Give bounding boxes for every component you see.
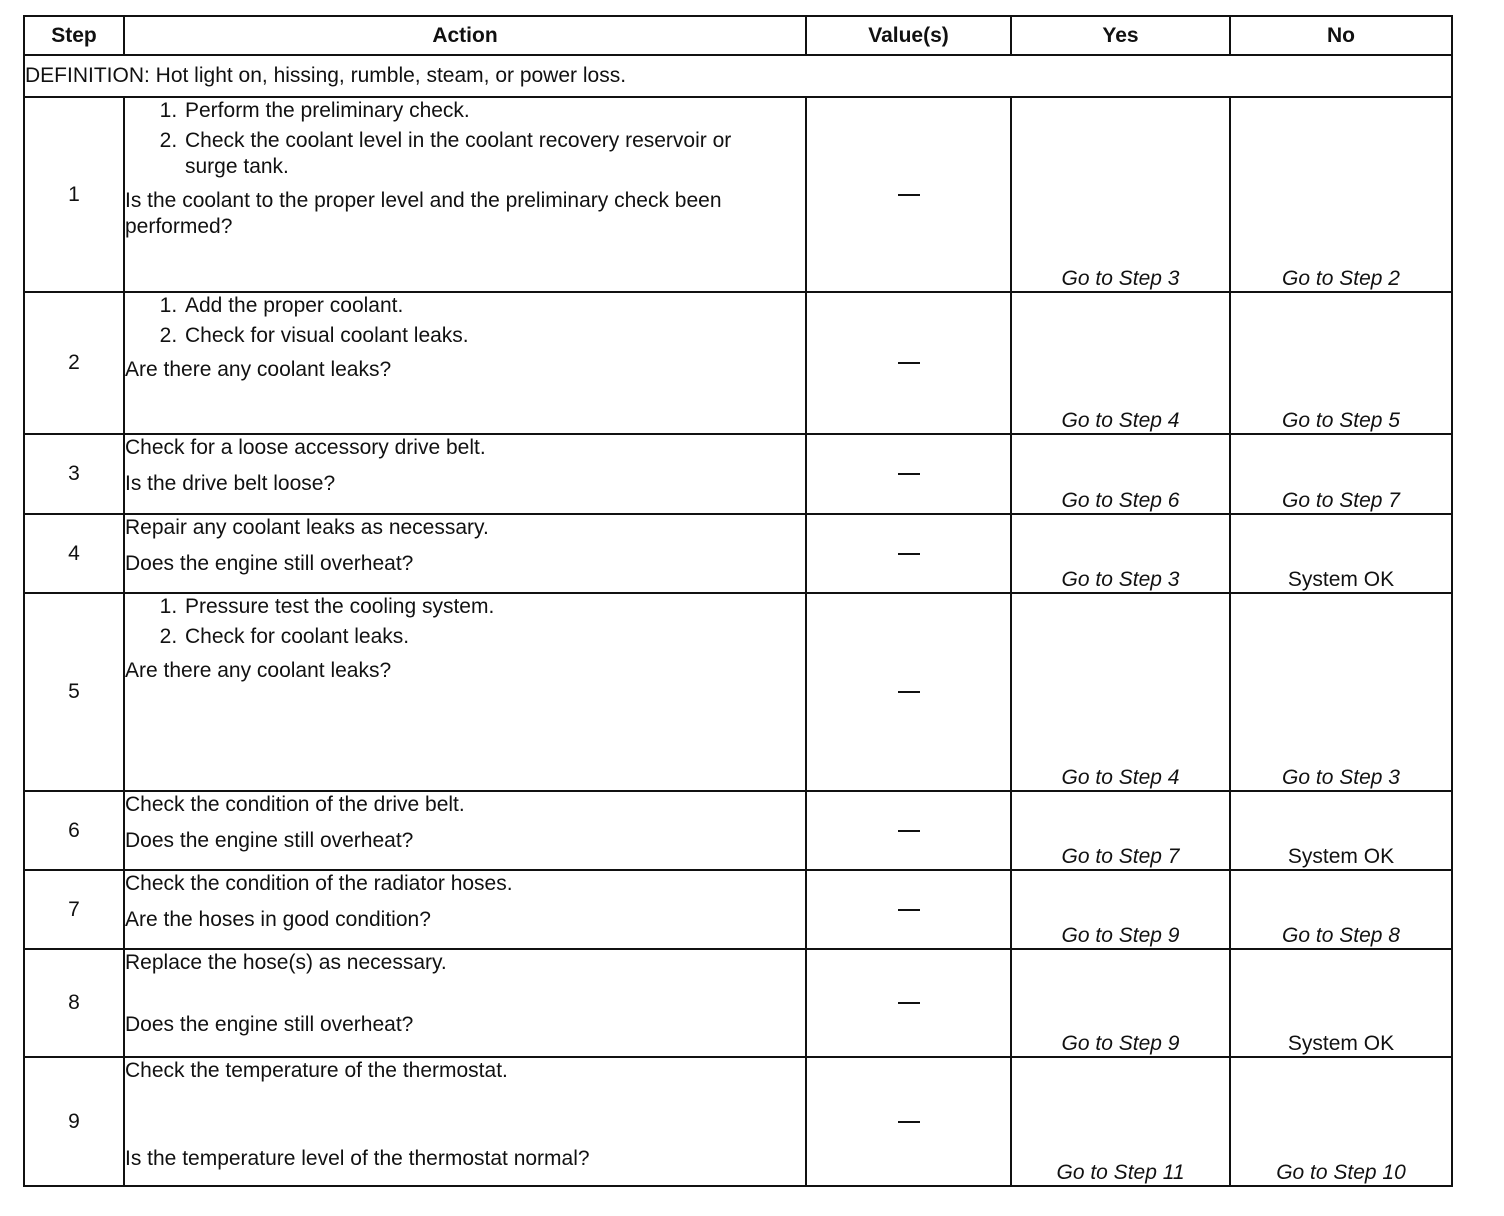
definition-row [24,55,1452,97]
step-number: 1 [24,97,124,292]
action-instruction: Check for a loose accessory drive belt. [125,436,486,459]
dash-mark [898,830,920,832]
action-instruction: Replace the hose(s) as necessary. [125,951,447,974]
table-row [24,434,1452,514]
action-cell [124,292,806,434]
action-instruction: Check the temperature of the thermostat. [125,1059,508,1082]
action-list [125,594,805,650]
header-step: Step [24,16,124,55]
step-number: 3 [24,434,124,514]
action-item: 2. Check the coolant level in the coolant recovery reservoir or surge tank. [183,128,805,180]
action-instruction: Repair any coolant leaks as necessary. [125,516,489,539]
action-question: Does the engine still overheat? [125,1013,414,1036]
table-row [24,593,1452,791]
action-list [125,293,805,349]
step-number: 5 [24,593,124,791]
dash-mark [898,194,920,196]
action-cell [124,97,806,292]
no-result: Go to Step 3 [1230,593,1452,791]
table-row [24,949,1452,1057]
yes-result: Go to Step 3 [1011,97,1230,292]
yes-result: Go to Step 6 [1011,434,1230,514]
table-row [24,292,1452,434]
action-cell [124,434,806,514]
dash-mark [898,909,920,911]
action-instruction: Check the condition of the drive belt. [125,793,465,816]
action-item: 2. Check for coolant leaks. [183,624,805,650]
action-cell [124,1057,806,1186]
value-cell [806,97,1011,292]
header-row [24,16,1452,55]
dash-mark [898,1002,920,1004]
value-cell [806,870,1011,949]
no-result: Go to Step 10 [1230,1057,1452,1186]
yes-result: Go to Step 9 [1011,870,1230,949]
definition-text: DEFINITION: Hot light on, hissing, rumble, steam, or power loss. [24,55,1452,97]
no-result: Go to Step 5 [1230,292,1452,434]
step-number: 6 [24,791,124,870]
action-question: Is the drive belt loose? [125,472,336,495]
yes-result: Go to Step 7 [1011,791,1230,870]
step-number: 7 [24,870,124,949]
action-question: Are there any coolant leaks? [125,659,392,682]
no-result: Go to Step 8 [1230,870,1452,949]
step-number: 9 [24,1057,124,1186]
no-result: System OK [1230,949,1452,1057]
no-result: Go to Step 7 [1230,434,1452,514]
no-result: System OK [1230,791,1452,870]
action-list [125,98,805,180]
action-cell [124,593,806,791]
dash-mark [898,553,920,555]
dash-mark [898,691,920,693]
action-cell [124,870,806,949]
diagnostic-table [23,15,1453,1187]
header-action: Action [124,16,806,55]
no-result: Go to Step 2 [1230,97,1452,292]
action-cell [124,949,806,1057]
table-row [24,97,1452,292]
header-values: Value(s) [806,16,1011,55]
no-result: System OK [1230,514,1452,593]
action-question: Does the engine still overheat? [125,829,414,852]
action-question: Does the engine still overheat? [125,552,414,575]
action-item: 1. Add the proper coolant. [183,293,805,319]
action-item: 2. Check for visual coolant leaks. [183,323,805,349]
yes-result: Go to Step 11 [1011,1057,1230,1186]
action-question: Are there any coolant leaks? [125,358,392,381]
action-question: Is the coolant to the proper level and the preliminary check been performed? [125,189,722,238]
table-row [24,1057,1452,1186]
value-cell [806,593,1011,791]
action-instruction: Check the condition of the radiator hoses. [125,872,513,895]
yes-result: Go to Step 3 [1011,514,1230,593]
value-cell [806,292,1011,434]
dash-mark [898,1121,920,1123]
yes-result: Go to Step 4 [1011,593,1230,791]
step-number: 4 [24,514,124,593]
value-cell [806,949,1011,1057]
dash-mark [898,362,920,364]
action-cell [124,791,806,870]
value-cell [806,514,1011,593]
table-row [24,870,1452,949]
yes-result: Go to Step 4 [1011,292,1230,434]
yes-result: Go to Step 9 [1011,949,1230,1057]
dash-mark [898,473,920,475]
action-item: 1. Perform the preliminary check. [183,98,805,124]
value-cell [806,1057,1011,1186]
step-number: 2 [24,292,124,434]
value-cell [806,791,1011,870]
value-cell [806,434,1011,514]
table-row [24,791,1452,870]
action-cell [124,514,806,593]
header-no: No [1230,16,1452,55]
action-item: 1. Pressure test the cooling system. [183,594,805,620]
action-question: Is the temperature level of the thermostat normal? [125,1147,590,1170]
table-row [24,514,1452,593]
header-yes: Yes [1011,16,1230,55]
action-question: Are the hoses in good condition? [125,908,431,931]
step-number: 8 [24,949,124,1057]
